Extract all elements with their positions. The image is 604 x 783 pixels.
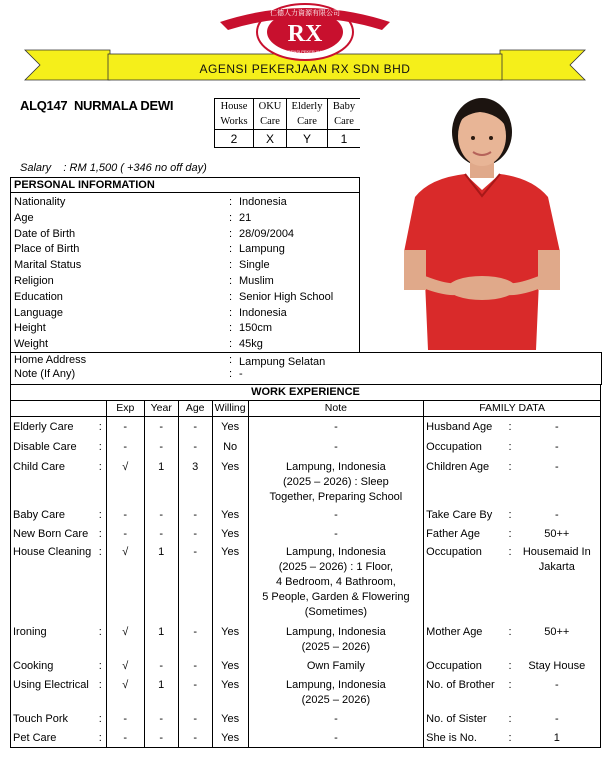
personal-info-value: Senior High School xyxy=(239,290,334,303)
age-cell: - xyxy=(178,622,212,656)
family-label-cell xyxy=(424,437,514,457)
skill-cell xyxy=(11,524,107,542)
skill-colon: : xyxy=(98,460,102,473)
skill-cell xyxy=(11,709,107,728)
skill-cell xyxy=(11,505,107,524)
family-label-cell xyxy=(424,542,514,622)
year-cell: - xyxy=(144,417,178,437)
skill-cell xyxy=(11,457,107,505)
family-value-line: - xyxy=(554,678,559,691)
skill-cell xyxy=(11,542,107,622)
col-header-exp: Exp xyxy=(106,401,144,417)
address-note-section xyxy=(10,352,602,385)
age-cell: - xyxy=(178,437,212,457)
personal-info-colon: : xyxy=(229,227,233,240)
work-experience-title: WORK EXPERIENCE xyxy=(11,385,601,401)
year-cell: - xyxy=(144,709,178,728)
family-value-line: 1 xyxy=(553,731,560,744)
work-experience-row xyxy=(11,656,601,675)
family-label: Occupation xyxy=(426,440,482,453)
note-line: - xyxy=(334,731,338,744)
willing-cell: Yes xyxy=(212,675,248,709)
year-cell: - xyxy=(144,505,178,524)
home-address-label: Home Address xyxy=(14,354,87,366)
willing-cell: Yes xyxy=(212,728,248,748)
logo-chinese-text: 仁德人力資源有限公司 xyxy=(270,9,340,17)
family-label-cell xyxy=(424,656,514,675)
family-label-cell xyxy=(424,622,514,656)
note-cell xyxy=(248,437,424,457)
year-cell: - xyxy=(144,524,178,542)
note-line: - xyxy=(334,421,338,433)
note-line: (2025 – 2026) : 1 Floor, xyxy=(278,560,394,573)
willing-cell: Yes xyxy=(212,542,248,622)
family-colon: : xyxy=(508,731,512,744)
family-value-line: - xyxy=(554,421,559,433)
skill-header: Care xyxy=(287,114,328,130)
work-experience-row xyxy=(11,524,601,542)
skill-name: Using Electrical xyxy=(13,678,89,691)
age-cell: - xyxy=(178,417,212,437)
family-value-line: Housemaid In xyxy=(522,545,591,558)
photo-illustration xyxy=(360,92,590,352)
skill-name: New Born Care xyxy=(13,527,89,540)
personal-info-colon: : xyxy=(229,290,233,303)
skill-name: House Cleaning xyxy=(13,545,92,558)
skill-header: OKU xyxy=(254,99,287,115)
note-line: Together, Preparing School xyxy=(269,490,403,503)
willing-cell: Yes xyxy=(212,524,248,542)
skill-name: Cooking xyxy=(13,659,54,672)
skill-value: 2 xyxy=(215,130,254,148)
skill-cell xyxy=(11,656,107,675)
personal-info-value: Muslim xyxy=(239,275,274,287)
note-line: (2025 – 2026) : Sleep xyxy=(282,475,389,488)
skill-header: Elderly xyxy=(287,99,328,115)
note-line: Lampung, Indonesia xyxy=(286,625,386,638)
family-colon: : xyxy=(508,678,512,691)
candidate-photo xyxy=(360,92,590,352)
skill-colon: : xyxy=(98,508,102,521)
family-value-cell xyxy=(514,675,601,709)
work-experience-row xyxy=(11,417,601,437)
candidate-code: ALQ147 xyxy=(20,98,68,113)
note-line: - xyxy=(334,440,338,453)
personal-info-label: Education xyxy=(14,290,63,303)
family-label-cell xyxy=(424,728,514,748)
skill-header: Works xyxy=(215,114,254,130)
note-line: (Sometimes) xyxy=(304,605,368,618)
willing-cell: Yes xyxy=(212,656,248,675)
family-value-cell xyxy=(514,656,601,675)
personal-info-value: 45kg xyxy=(239,338,263,351)
family-value-cell xyxy=(514,417,601,437)
exp-cell: √ xyxy=(106,656,144,675)
col-header-year: Year xyxy=(144,401,178,417)
skill-colon: : xyxy=(98,527,102,540)
personal-info-label: Weight xyxy=(14,338,49,351)
work-experience-table xyxy=(10,384,601,748)
note-line: Own Family xyxy=(306,659,365,672)
personal-info-label: Age xyxy=(14,211,34,224)
agency-logo-banner xyxy=(20,0,590,88)
col-header-note: Note xyxy=(248,401,424,417)
age-cell: - xyxy=(178,505,212,524)
willing-cell: Yes xyxy=(212,709,248,728)
family-data-header: FAMILY DATA xyxy=(424,401,601,417)
family-label: Occupation xyxy=(426,545,482,558)
family-label-cell xyxy=(424,709,514,728)
note-line: - xyxy=(334,712,338,725)
family-value-cell xyxy=(514,728,601,748)
note-cell xyxy=(248,656,424,675)
family-colon: : xyxy=(508,712,512,725)
exp-cell: - xyxy=(106,417,144,437)
note-line: Lampung, Indonesia xyxy=(286,678,386,691)
family-value-line: - xyxy=(554,460,559,473)
note-cell xyxy=(248,417,424,437)
personal-info-label: Marital Status xyxy=(14,259,82,272)
age-cell: - xyxy=(178,524,212,542)
logo-ribbon-text: AGENSI PEKERJAAN xyxy=(284,49,326,54)
note-cell xyxy=(248,457,424,505)
work-title-row xyxy=(11,385,601,401)
family-label: Occupation xyxy=(426,659,482,672)
candidate-title xyxy=(20,98,173,113)
skill-colon: : xyxy=(98,678,102,691)
family-label: No. of Brother xyxy=(426,678,495,691)
family-label: Mother Age xyxy=(426,625,483,638)
exp-cell: - xyxy=(106,709,144,728)
skill-value: Y xyxy=(287,130,328,148)
skill-colon: : xyxy=(98,625,102,638)
skill-cell xyxy=(11,622,107,656)
agency-name: AGENSI PEKERJAAN RX SDN BHD xyxy=(199,62,411,76)
family-colon: : xyxy=(508,460,512,473)
family-label: Take Care By xyxy=(426,508,493,521)
family-colon: : xyxy=(508,527,512,540)
personal-info-colon: : xyxy=(229,322,233,335)
family-label-cell xyxy=(424,457,514,505)
note-cell xyxy=(248,709,424,728)
salary-label: Salary xyxy=(20,162,52,174)
skill-name: Elderly Care xyxy=(13,421,74,433)
salary-line xyxy=(20,162,207,174)
skill-header: Care xyxy=(328,114,361,130)
note-label: Note (If Any) xyxy=(14,368,76,380)
year-cell: - xyxy=(144,728,178,748)
work-experience-row xyxy=(11,622,601,656)
work-experience-row xyxy=(11,505,601,524)
willing-cell: No xyxy=(212,437,248,457)
family-label-cell xyxy=(424,524,514,542)
personal-info-label: Religion xyxy=(14,275,54,287)
skill-value: 1 xyxy=(328,130,361,148)
exp-cell: √ xyxy=(106,457,144,505)
home-address-value: Lampung Selatan xyxy=(239,356,326,368)
note-cell xyxy=(248,622,424,656)
note-line: (2025 – 2026) xyxy=(301,640,371,653)
family-value-line: Stay House xyxy=(528,659,586,672)
family-value-cell xyxy=(514,437,601,457)
work-experience-row xyxy=(11,437,601,457)
age-cell: - xyxy=(178,675,212,709)
skill-colon: : xyxy=(98,659,102,672)
willing-cell: Yes xyxy=(212,417,248,437)
family-value-line: 50++ xyxy=(544,527,570,540)
family-value-line: 50++ xyxy=(544,625,570,638)
candidate-name: NURMALA DEWI xyxy=(73,98,174,113)
willing-cell: Yes xyxy=(212,505,248,524)
note-cell xyxy=(248,728,424,748)
personal-info-value: Indonesia xyxy=(239,196,287,208)
family-label: She is No. xyxy=(426,731,477,744)
family-label: No. of Sister xyxy=(426,712,487,725)
exp-cell: √ xyxy=(106,542,144,622)
skill-name: Baby Care xyxy=(13,508,65,521)
exp-cell: - xyxy=(106,728,144,748)
personal-info-label: Nationality xyxy=(14,196,66,208)
family-colon: : xyxy=(508,440,512,453)
exp-cell: √ xyxy=(106,622,144,656)
skill-name: Child Care xyxy=(13,460,65,473)
personal-info-colon: : xyxy=(229,211,233,224)
personal-info-value: 150cm xyxy=(239,322,273,335)
skill-header: Baby xyxy=(328,99,361,115)
work-experience-row xyxy=(11,457,601,505)
work-experience-row xyxy=(11,709,601,728)
skill-colon: : xyxy=(98,731,102,744)
skill-name: Pet Care xyxy=(13,731,57,744)
family-label: Husband Age xyxy=(426,421,493,433)
note-cell xyxy=(248,524,424,542)
work-experience-row xyxy=(11,728,601,748)
exp-cell: - xyxy=(106,437,144,457)
family-value-cell xyxy=(514,709,601,728)
personal-info-label: Date of Birth xyxy=(14,227,76,240)
note-line: (2025 – 2026) xyxy=(301,693,371,706)
skill-cell xyxy=(11,728,107,748)
home-address-colon: : xyxy=(229,354,233,366)
personal-info-colon: : xyxy=(229,259,233,272)
year-cell: 1 xyxy=(144,457,178,505)
family-value-cell xyxy=(514,524,601,542)
skill-name: Disable Care xyxy=(13,440,77,453)
family-colon: : xyxy=(508,625,512,638)
personal-info-value: Single xyxy=(239,259,270,272)
note-colon: : xyxy=(229,368,233,380)
col-header-skill xyxy=(11,401,107,417)
personal-info-value: Indonesia xyxy=(239,306,287,319)
age-cell: - xyxy=(178,542,212,622)
col-header-age: Age xyxy=(178,401,212,417)
skill-colon: : xyxy=(98,421,102,433)
willing-cell: Yes xyxy=(212,457,248,505)
family-label: Father Age xyxy=(426,527,480,540)
exp-cell: √ xyxy=(106,675,144,709)
skill-colon: : xyxy=(98,545,102,558)
work-header-row xyxy=(11,401,601,417)
family-value-cell xyxy=(514,542,601,622)
family-value-line: - xyxy=(554,712,559,725)
willing-cell: Yes xyxy=(212,622,248,656)
age-cell: - xyxy=(178,728,212,748)
skill-cell xyxy=(11,417,107,437)
family-value-line: - xyxy=(554,440,559,453)
personal-info-colon: : xyxy=(229,275,233,287)
personal-info-section xyxy=(10,177,360,353)
personal-info-label: Language xyxy=(14,306,63,319)
age-cell: - xyxy=(178,656,212,675)
note-cell xyxy=(248,542,424,622)
family-value-line: Jakarta xyxy=(538,560,575,573)
personal-info-colon: : xyxy=(229,306,233,319)
note-line: - xyxy=(334,508,338,521)
skill-cell xyxy=(11,675,107,709)
personal-info-colon: : xyxy=(229,196,233,208)
exp-cell: - xyxy=(106,505,144,524)
family-value-cell xyxy=(514,622,601,656)
personal-info-label: Place of Birth xyxy=(14,243,80,256)
work-experience-row xyxy=(11,542,601,622)
year-cell: 1 xyxy=(144,542,178,622)
family-value-line: - xyxy=(554,508,559,521)
family-label: Children Age xyxy=(426,460,490,473)
family-colon: : xyxy=(508,508,512,521)
age-cell: 3 xyxy=(178,457,212,505)
note-line: Lampung, Indonesia xyxy=(286,545,386,558)
work-experience-row xyxy=(11,675,601,709)
year-cell: 1 xyxy=(144,675,178,709)
note-line: Lampung, Indonesia xyxy=(286,460,386,473)
family-label-cell xyxy=(424,417,514,437)
note-cell xyxy=(248,675,424,709)
year-cell: - xyxy=(144,656,178,675)
skill-header: Care xyxy=(254,114,287,130)
family-colon: : xyxy=(508,659,512,672)
skill-header: House xyxy=(215,99,254,115)
personal-info-colon: : xyxy=(229,243,233,256)
year-cell: 1 xyxy=(144,622,178,656)
col-header-willing: Willing xyxy=(212,401,248,417)
personal-info-value: 28/09/2004 xyxy=(239,227,295,240)
logo-letters: RX xyxy=(287,21,323,47)
personal-info-title: PERSONAL INFORMATION xyxy=(11,178,359,193)
family-colon: : xyxy=(508,421,512,433)
personal-info-value: Lampung xyxy=(239,243,285,256)
note-line: 5 People, Garden & Flowering xyxy=(262,590,410,603)
family-value-cell xyxy=(514,457,601,505)
family-value-cell xyxy=(514,505,601,524)
skill-colon: : xyxy=(98,712,102,725)
skill-cell xyxy=(11,437,107,457)
year-cell: - xyxy=(144,437,178,457)
note-line: 4 Bedroom, 4 Bathroom, xyxy=(275,575,396,588)
family-label-cell xyxy=(424,505,514,524)
salary-value: : RM 1,500 ( +346 no off day) xyxy=(63,162,207,174)
skill-name: Touch Pork xyxy=(13,712,69,725)
personal-info-label: Height xyxy=(14,322,46,335)
personal-info-colon: : xyxy=(229,338,233,351)
age-cell: - xyxy=(178,709,212,728)
note-line: - xyxy=(334,527,338,540)
skill-colon: : xyxy=(98,440,102,453)
note-cell xyxy=(248,505,424,524)
family-colon: : xyxy=(508,545,512,558)
family-label-cell xyxy=(424,675,514,709)
exp-cell: - xyxy=(106,524,144,542)
personal-info-value: 21 xyxy=(239,211,252,224)
skill-value: X xyxy=(254,130,287,148)
note-value: - xyxy=(239,368,243,380)
skill-name: Ironing xyxy=(13,625,47,638)
